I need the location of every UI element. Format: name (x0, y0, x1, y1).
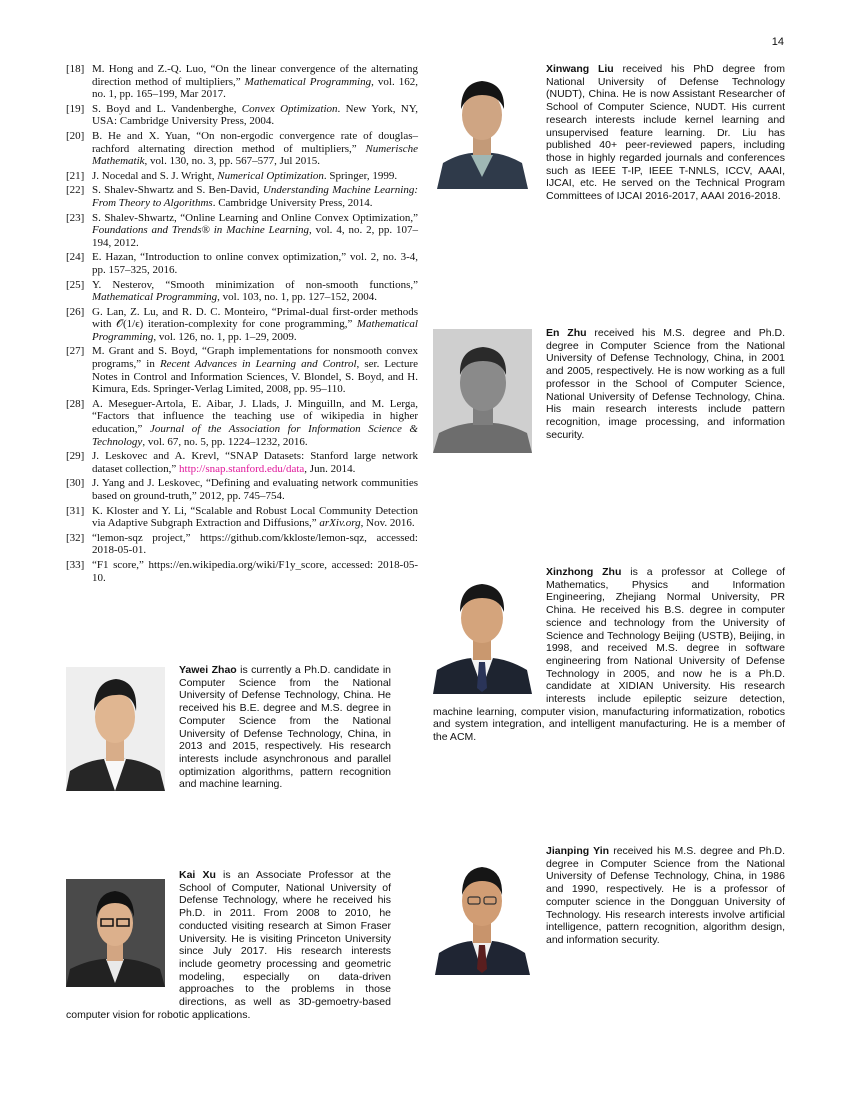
reference-entry (66, 532, 418, 557)
reference-text: , vol. 130, no. 3, pp. 567–577, Jul 2015. (144, 155, 320, 168)
bio-name: Xinzhong Zhu (546, 566, 622, 578)
reference-text: “lemon-sqz project,” https://github.com/kkloste/lemon-sqz, accessed: 2018-05-01. (92, 531, 418, 557)
reference-entry (66, 450, 418, 475)
reference-number: [30] (66, 477, 85, 490)
reference-number: [26] (66, 305, 85, 318)
reference-number: [25] (66, 278, 85, 291)
reference-number: [19] (66, 102, 85, 115)
reference-text: , Nov. 2016. (360, 517, 415, 530)
reference-text: S. Shalev-Shwartz and S. Ben-David, (92, 184, 263, 197)
reference-text: , vol. 162, no. 1, pp. 165–199, Mar 2017. (92, 75, 418, 101)
reference-text: M. Hong and Z.-Q. Luo, “On the linear convergence of the alternating direction method of multipliers,” (92, 63, 418, 88)
bio-text: received his M.S. degree and Ph.D. degree in Computer Science from the National University of Defense Technology, China, in 2001 and 2005, respectively. He is now working as a full professor in the School of Computer Science, National University of Defense Technology, China. His main research interests include pattern recognition, image processing, and information security. (546, 327, 786, 441)
bio-en-zhu (433, 327, 785, 457)
reference-entry (66, 184, 418, 209)
reference-number: [18] (66, 63, 85, 75)
references-list (66, 63, 418, 586)
reference-text: , vol. 67, no. 5, pp. 1224–1232, 2016. (142, 435, 308, 448)
reference-text: G. Lan, Z. Lu, and R. D. C. Monteiro, “Primal-dual first-order methods with 𝒪(1/ϵ) iteration-complexity for cone programming,” (92, 305, 418, 331)
photo-en-zhu (433, 329, 532, 453)
reference-text: E. Hazan, “Introduction to online convex optimization,” vol. 2, no. 3-4, pp. 157–325, 2016. (92, 251, 418, 276)
bio-text: received his M.S. degree and Ph.D. degree in Computer Science from the National University of Defense Technology, China, in 1986 and 1990, respectively. He is a professor of computer science in the Dongguan University of Technology. His research interests involve artificial intelligence, pattern recognition, algorithm design, and information security. (546, 845, 786, 946)
reference-text: Y. Nesterov, “Smooth minimization of non-smooth functions,” (92, 278, 418, 291)
bio-jianping-yin (433, 845, 785, 979)
photo-xinwang-liu (433, 65, 532, 189)
reference-number: [27] (66, 345, 85, 358)
bio-text: is currently a Ph.D. candidate in Computer Science from the National University of Defense Technology, China. He received his B.E. degree and M.S. degree in Computer Science from the National University of Defense Technology, China, in 2013 and 2015, respectively. His research interests include asynchronous and parallel optimization algorithms, pattern recognition and machine learning. (179, 664, 391, 791)
reference-entry (66, 212, 418, 250)
reference-italic-text: Journal of the Association for Information Science & Technology (92, 423, 418, 448)
reference-entry (66, 63, 418, 101)
reference-entry (66, 398, 418, 448)
reference-entry (66, 345, 418, 395)
reference-text: J. Leskovec and A. Krevl, “SNAP Datasets: Stanford large network dataset collection,” (92, 450, 418, 475)
reference-text: . Springer, 1999. (323, 169, 398, 182)
reference-text: , vol. 103, no. 1, pp. 127–152, 2004. (217, 291, 377, 304)
reference-entry (66, 170, 418, 183)
reference-italic-text: arXiv.org (319, 517, 361, 530)
bio-name: Jianping Yin (546, 845, 610, 857)
photo-yawei-zhao (66, 667, 165, 791)
reference-number: [31] (66, 504, 85, 517)
reference-text: . New York, NY, USA: Cambridge University Press, 2004. (92, 102, 418, 128)
photo-kai-xu (66, 879, 165, 1003)
reference-number: [21] (66, 169, 85, 182)
bio-text: is an Associate Professor at the School of Computer, National University of Defense Technology, where he received his Ph.D. in 2011. From 2008 to 2010, he conducted visiting research at Simon Fraser University. He is visiting Princeton University since July 2017. His research interests include geometry processing and geometric modeling, especially on data-driven approaches to the problems in those directions, as well as 3D-gemoetry-based computer vision for robotic applications. (66, 869, 391, 1021)
bio-name: Yawei Zhao (179, 664, 237, 676)
reference-entry (66, 279, 418, 304)
reference-text: B. He and X. Yuan, “On non-ergodic convergence rate of douglas–rachford alternating direction method of multipliers,” (92, 129, 418, 155)
reference-number: [28] (66, 397, 85, 410)
reference-number: [29] (66, 450, 85, 463)
reference-entry (66, 477, 418, 502)
reference-text: M. Grant and S. Boyd, “Graph implementations for nonsmooth convex programs,” in (92, 345, 418, 371)
reference-number: [22] (66, 184, 85, 197)
reference-number: [24] (66, 251, 85, 264)
bio-name: Xinwang Liu (546, 63, 614, 75)
reference-entry (66, 103, 418, 128)
photo-jianping-yin (433, 851, 532, 975)
reference-link[interactable]: http://snap.stanford.edu/data (179, 462, 305, 475)
reference-entry (66, 505, 418, 530)
bio-name: En Zhu (546, 327, 587, 339)
reference-italic-text: Recent Advances in Learning and Control (159, 358, 357, 371)
page-number: 14 (771, 36, 784, 48)
reference-text: K. Kloster and Y. Li, “Scalable and Robust Local Community Detection via Adaptive Subgraph Extraction and Diffusions,” (92, 504, 418, 530)
reference-text: , Jun. 2014. (304, 462, 356, 475)
reference-italic-text: Mathematical Programming (244, 75, 372, 88)
bio-kai-xu (66, 869, 391, 1021)
reference-italic-text: Numerische Mathematik (92, 142, 418, 168)
reference-text: A. Meseguer-Artola, E. Aibar, J. Llads, J. Minguilln, and M. Lerga, “Factors that influence the teaching use of wikipedia in higher education,” (92, 397, 418, 436)
reference-number: [32] (66, 531, 85, 544)
reference-text: , ser. Lecture Notes in Control and Information Sciences, V. Blondel, S. Boyd, and H. Kimura, Eds. Springer-Verlag Limited, 2008, pp. 95–110. (92, 358, 419, 396)
bio-xinwang-liu (433, 63, 785, 203)
reference-number: [20] (66, 129, 85, 142)
reference-entry (66, 251, 418, 276)
reference-text: J. Nocedal and S. J. Wright, (92, 169, 218, 182)
reference-entry (66, 130, 418, 168)
bio-yawei-zhao (66, 664, 391, 795)
reference-italic-text: Foundations and Trends® in Machine Learning (92, 224, 309, 237)
bio-xinzhong-zhu (433, 566, 785, 744)
reference-text: “F1 score,” https://en.wikipedia.org/wiki/F1y_score, accessed: 2018-05-10. (92, 558, 418, 584)
reference-italic-text: Mathematical Programming (92, 318, 418, 343)
bio-text: is a professor at College of Mathematics, Physics and Information Engineering, Zhejiang Normal University, PR China. He received his B.S. degree in computer science and technology from the University of Science and Technology Beijing (USTB), Beijing, in 1998, and received M.S. degree in software engineering from National University of Defense Technology in 2005, and now he is a Ph.D. candidate at XIDIAN University. His research interests include epileptic seizure detection, machine learning, computer vision, manufacturing informatization, robotics and system integration, and intelligent manufacturing. He is a member of the ACM. (433, 566, 785, 744)
reference-number: [33] (66, 558, 85, 571)
reference-text: , vol. 4, no. 2, pp. 107–194, 2012. (92, 224, 418, 249)
reference-number: [23] (66, 211, 85, 224)
bio-name: Kai Xu (179, 869, 216, 881)
reference-text: , vol. 126, no. 1, pp. 1–29, 2009. (153, 330, 297, 343)
reference-italic-text: Mathematical Programming (92, 291, 218, 304)
photo-xinzhong-zhu (433, 570, 532, 694)
reference-italic-text: Numerical Optimization (217, 169, 324, 182)
reference-entry (66, 559, 418, 584)
reference-entry (66, 306, 418, 344)
reference-text: S. Shalev-Shwartz, “Online Learning and Online Convex Optimization,” (92, 211, 418, 224)
reference-italic-text: Convex Optimization (241, 102, 338, 115)
reference-text: J. Yang and J. Leskovec, “Defining and evaluating network communities based on ground-truth,” 2012, pp. 745–754. (92, 477, 418, 502)
reference-text: . Cambridge University Press, 2014. (212, 196, 373, 209)
reference-italic-text: Understanding Machine Learning: From Theory to Algorithms (92, 184, 419, 209)
bio-text: received his PhD degree from National University of Defense Technology (NUDT), China. He is now Assistant Researcher of School of Computer Science, NUDT. His current research interests include kernel learning and unsupervised feature learning. Dr. Liu has published 40+ peer-reviewed papers, including those in highly regarded journals and conferences such as IEEE T-IP, IEEE T-NNLS, ICCV, AAAI, IJCAI, etc. He served on the Technical Program Committees of IJCAI 2016-2017, AAAI 2016-2018. (546, 63, 785, 203)
reference-text: S. Boyd and L. Vandenberghe, (92, 102, 242, 115)
